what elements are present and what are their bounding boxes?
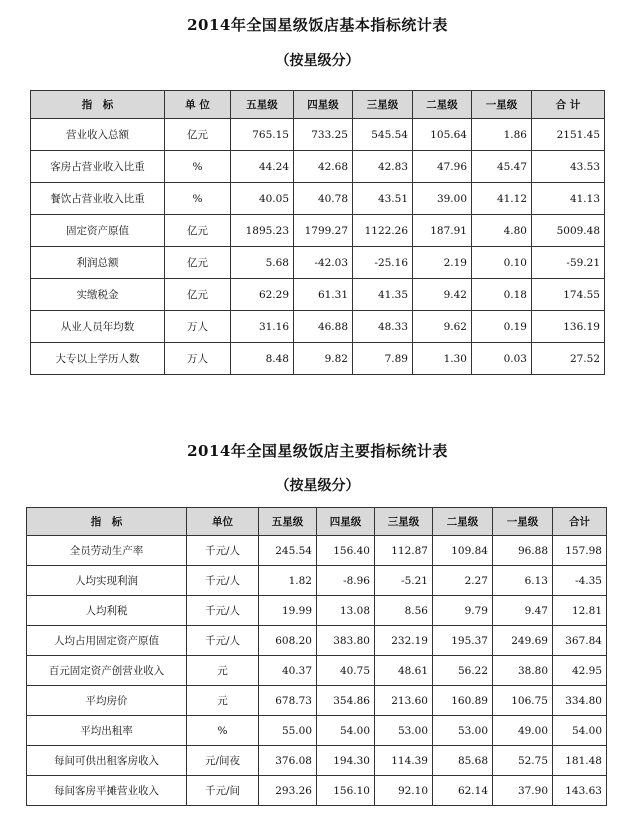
value-cell: 54.00	[317, 716, 375, 746]
value-cell: 53.00	[433, 716, 493, 746]
unit-cell: 千元/人	[187, 566, 259, 596]
column-header: 五星级	[259, 508, 317, 536]
table-row	[27, 596, 607, 626]
indicator-name: 百元固定资产创营业收入	[27, 656, 187, 686]
indicator-name: 实缴税金	[31, 279, 165, 311]
value-cell: 194.30	[317, 746, 375, 776]
table-row	[31, 119, 605, 151]
value-cell: 2.27	[433, 566, 493, 596]
value-cell: 96.88	[493, 536, 553, 566]
value-cell: 85.68	[433, 746, 493, 776]
value-cell: 213.60	[375, 686, 433, 716]
column-header: 一星级	[493, 508, 553, 536]
value-cell: 545.54	[353, 119, 413, 151]
value-cell: 48.61	[375, 656, 433, 686]
value-cell: 187.91	[413, 215, 472, 247]
table-row	[31, 279, 605, 311]
value-cell: 765.15	[231, 119, 294, 151]
column-header: 四星级	[317, 508, 375, 536]
column-header: 单 位	[165, 91, 231, 119]
table-row	[31, 247, 605, 279]
value-cell: 1.86	[472, 119, 532, 151]
value-cell: 733.25	[294, 119, 353, 151]
value-cell: 8.56	[375, 596, 433, 626]
value-cell: 106.75	[493, 686, 553, 716]
value-cell: 157.98	[553, 536, 607, 566]
value-cell: 46.88	[294, 311, 353, 343]
value-cell: 1799.27	[294, 215, 353, 247]
unit-cell: 万人	[165, 343, 231, 375]
table-row	[31, 311, 605, 343]
value-cell: 0.03	[472, 343, 532, 375]
value-cell: 7.89	[353, 343, 413, 375]
value-cell: 38.80	[493, 656, 553, 686]
value-cell: -25.16	[353, 247, 413, 279]
value-cell: -42.03	[294, 247, 353, 279]
value-cell: 105.64	[413, 119, 472, 151]
value-cell: 354.86	[317, 686, 375, 716]
value-cell: 62.14	[433, 776, 493, 806]
indicator-name: 每间可供出租客房收入	[27, 746, 187, 776]
value-cell: 160.89	[433, 686, 493, 716]
unit-cell: 千元/间	[187, 776, 259, 806]
value-cell: 13.08	[317, 596, 375, 626]
column-header: 一星级	[472, 91, 532, 119]
value-cell: 43.53	[532, 151, 605, 183]
value-cell: 55.00	[259, 716, 317, 746]
value-cell: 8.48	[231, 343, 294, 375]
table2-header-row	[27, 508, 607, 536]
value-cell: -8.96	[317, 566, 375, 596]
value-cell: 5.68	[231, 247, 294, 279]
value-cell: 53.00	[375, 716, 433, 746]
column-header: 合计	[553, 508, 607, 536]
value-cell: 245.54	[259, 536, 317, 566]
value-cell: 195.37	[433, 626, 493, 656]
indicator-name: 营业收入总额	[31, 119, 165, 151]
value-cell: 383.80	[317, 626, 375, 656]
value-cell: 9.82	[294, 343, 353, 375]
value-cell: 31.16	[231, 311, 294, 343]
unit-cell: 亿元	[165, 279, 231, 311]
table-row	[31, 183, 605, 215]
table1-header-row	[31, 91, 605, 119]
table-row	[27, 746, 607, 776]
unit-cell: 千元/人	[187, 596, 259, 626]
column-header: 二星级	[433, 508, 493, 536]
value-cell: 0.19	[472, 311, 532, 343]
unit-cell: %	[187, 716, 259, 746]
value-cell: 40.78	[294, 183, 353, 215]
column-header: 合 计	[532, 91, 605, 119]
unit-cell: 亿元	[165, 119, 231, 151]
value-cell: 143.63	[553, 776, 607, 806]
value-cell: 54.00	[553, 716, 607, 746]
table-row	[31, 343, 605, 375]
value-cell: 1.82	[259, 566, 317, 596]
indicator-name: 平均房价	[27, 686, 187, 716]
value-cell: 376.08	[259, 746, 317, 776]
value-cell: 156.10	[317, 776, 375, 806]
value-cell: 52.75	[493, 746, 553, 776]
value-cell: 2151.45	[532, 119, 605, 151]
table2	[26, 507, 607, 806]
value-cell: 62.29	[231, 279, 294, 311]
value-cell: 12.81	[553, 596, 607, 626]
value-cell: 9.47	[493, 596, 553, 626]
value-cell: 41.12	[472, 183, 532, 215]
table-row	[27, 686, 607, 716]
unit-cell: 元	[187, 686, 259, 716]
value-cell: 42.68	[294, 151, 353, 183]
value-cell: 232.19	[375, 626, 433, 656]
value-cell: 181.48	[553, 746, 607, 776]
indicator-name: 利润总额	[31, 247, 165, 279]
value-cell: 61.31	[294, 279, 353, 311]
value-cell: 43.51	[353, 183, 413, 215]
column-header: 四星级	[294, 91, 353, 119]
unit-cell: %	[165, 151, 231, 183]
value-cell: 0.10	[472, 247, 532, 279]
value-cell: -5.21	[375, 566, 433, 596]
value-cell: 1895.23	[231, 215, 294, 247]
value-cell: 4.80	[472, 215, 532, 247]
value-cell: 45.47	[472, 151, 532, 183]
value-cell: 6.13	[493, 566, 553, 596]
value-cell: 678.73	[259, 686, 317, 716]
column-header: 指 标	[27, 508, 187, 536]
unit-cell: 元	[187, 656, 259, 686]
value-cell: 19.99	[259, 596, 317, 626]
value-cell: -59.21	[532, 247, 605, 279]
column-header: 三星级	[353, 91, 413, 119]
value-cell: 49.00	[493, 716, 553, 746]
indicator-name: 固定资产原值	[31, 215, 165, 247]
value-cell: 44.24	[231, 151, 294, 183]
value-cell: 2.19	[413, 247, 472, 279]
value-cell: 608.20	[259, 626, 317, 656]
value-cell: 112.87	[375, 536, 433, 566]
value-cell: 42.95	[553, 656, 607, 686]
value-cell: 42.83	[353, 151, 413, 183]
table1	[30, 90, 605, 375]
table-row	[27, 716, 607, 746]
table-row	[27, 776, 607, 806]
indicator-name: 客房占营业收入比重	[31, 151, 165, 183]
column-header: 二星级	[413, 91, 472, 119]
indicator-name: 从业人员年均数	[31, 311, 165, 343]
value-cell: 37.90	[493, 776, 553, 806]
table2-subtitle: （按星级分）	[275, 478, 360, 494]
value-cell: 249.69	[493, 626, 553, 656]
indicator-name: 人均实现利润	[27, 566, 187, 596]
table-row	[27, 626, 607, 656]
column-header: 三星级	[375, 508, 433, 536]
column-header: 单位	[187, 508, 259, 536]
unit-cell: 千元/人	[187, 626, 259, 656]
column-header: 五星级	[231, 91, 294, 119]
value-cell: 41.35	[353, 279, 413, 311]
indicator-name: 人均占用固定资产原值	[27, 626, 187, 656]
value-cell: 367.84	[553, 626, 607, 656]
value-cell: 114.39	[375, 746, 433, 776]
table1-title: 2014年全国星级饭店基本指标统计表	[187, 16, 448, 34]
table-row	[27, 536, 607, 566]
value-cell: 41.13	[532, 183, 605, 215]
value-cell: 39.00	[413, 183, 472, 215]
value-cell: 48.33	[353, 311, 413, 343]
value-cell: 1.30	[413, 343, 472, 375]
column-header: 指 标	[31, 91, 165, 119]
table-row	[27, 566, 607, 596]
unit-cell: %	[165, 183, 231, 215]
value-cell: 174.55	[532, 279, 605, 311]
indicator-name: 大专以上学历人数	[31, 343, 165, 375]
unit-cell: 亿元	[165, 215, 231, 247]
table-row	[31, 151, 605, 183]
table-row	[27, 656, 607, 686]
unit-cell: 亿元	[165, 247, 231, 279]
indicator-name: 每间客房平摊营业收入	[27, 776, 187, 806]
value-cell: 136.19	[532, 311, 605, 343]
value-cell: 47.96	[413, 151, 472, 183]
value-cell: 40.05	[231, 183, 294, 215]
value-cell: 156.40	[317, 536, 375, 566]
table-row	[31, 215, 605, 247]
value-cell: 9.79	[433, 596, 493, 626]
value-cell: 40.75	[317, 656, 375, 686]
value-cell: 56.22	[433, 656, 493, 686]
indicator-name: 餐饮占营业收入比重	[31, 183, 165, 215]
value-cell: 109.84	[433, 536, 493, 566]
value-cell: -4.35	[553, 566, 607, 596]
value-cell: 0.18	[472, 279, 532, 311]
unit-cell: 万人	[165, 311, 231, 343]
value-cell: 1122.26	[353, 215, 413, 247]
indicator-name: 人均利税	[27, 596, 187, 626]
value-cell: 27.52	[532, 343, 605, 375]
indicator-name: 平均出租率	[27, 716, 187, 746]
value-cell: 40.37	[259, 656, 317, 686]
value-cell: 92.10	[375, 776, 433, 806]
value-cell: 9.62	[413, 311, 472, 343]
unit-cell: 千元/人	[187, 536, 259, 566]
value-cell: 334.80	[553, 686, 607, 716]
value-cell: 5009.48	[532, 215, 605, 247]
value-cell: 293.26	[259, 776, 317, 806]
unit-cell: 元/间夜	[187, 746, 259, 776]
table2-title: 2014年全国星级饭店主要指标统计表	[187, 442, 448, 460]
table1-subtitle: （按星级分）	[275, 53, 360, 69]
value-cell: 9.42	[413, 279, 472, 311]
indicator-name: 全员劳动生产率	[27, 536, 187, 566]
